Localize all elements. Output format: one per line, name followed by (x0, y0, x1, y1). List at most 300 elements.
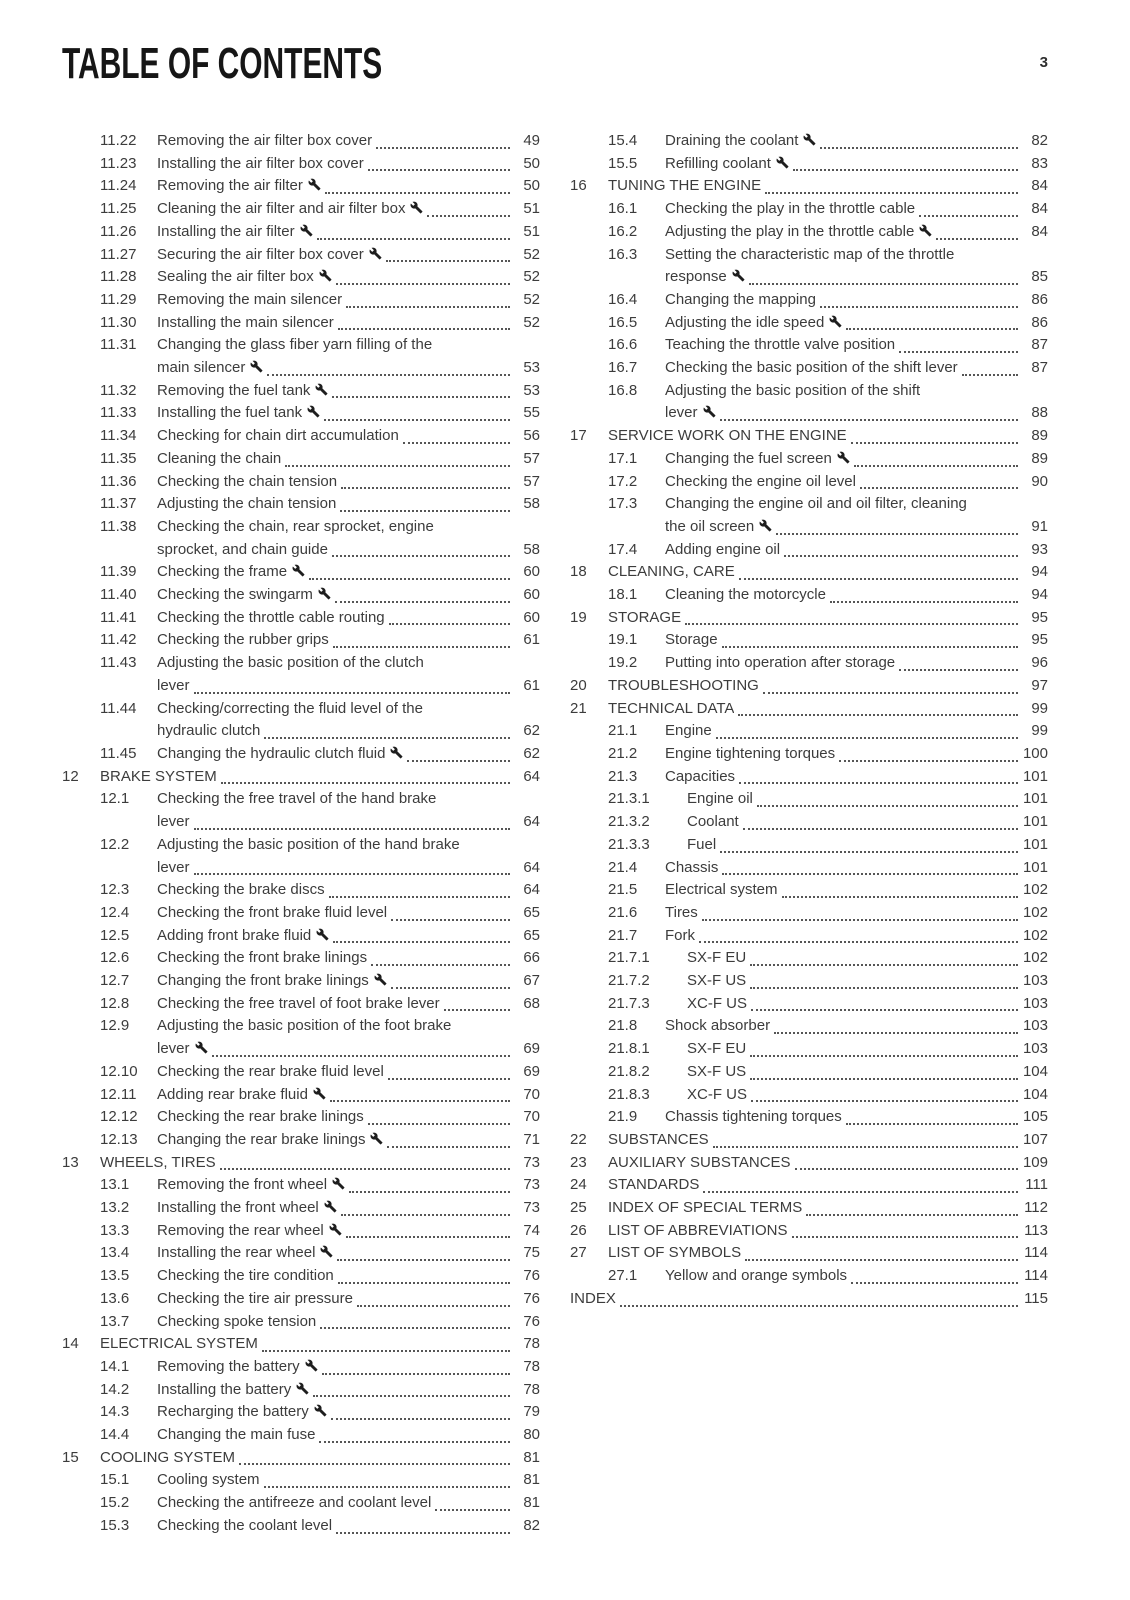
toc-entry-number: 12.12 (100, 1108, 138, 1126)
toc-entry (62, 834, 540, 857)
toc-entry (570, 380, 1048, 403)
toc-entry-label: COOLING SYSTEM (100, 1448, 236, 1466)
toc-entry-label: Refilling coolant (665, 153, 789, 176)
toc-entry-page: 104 (1022, 1085, 1048, 1103)
dot-leader (774, 1032, 1018, 1034)
toc-entry-label: Changing the glass fiber yarn filling of the (157, 336, 433, 354)
page-number: 3 (1039, 54, 1048, 71)
toc-entry-page: 64 (523, 813, 540, 831)
toc-entry (570, 539, 1048, 562)
dot-leader (846, 328, 1018, 330)
toc-entry-page: 88 (1031, 404, 1048, 422)
toc-entry-label: Fuel (687, 835, 717, 853)
toc-entry (570, 1106, 1048, 1129)
toc-entry-number: 14.3 (100, 1403, 130, 1421)
dot-leader (763, 692, 1018, 694)
toc-entry-number: 21.3.1 (608, 790, 650, 808)
toc-entry (570, 1265, 1048, 1288)
toc-entry (570, 1038, 1048, 1061)
toc-entry-number: 18 (570, 563, 587, 581)
toc-entry-label: Checking the antifreeze and coolant level (157, 1494, 432, 1512)
toc-entry (62, 1106, 540, 1129)
toc-entry-page: 86 (1031, 313, 1048, 331)
toc-entry-number: 21.6 (608, 903, 638, 921)
toc-entry (570, 788, 1048, 811)
toc-entry-page: 114 (1024, 1267, 1048, 1285)
toc-entry-number: 16.6 (608, 336, 638, 354)
wrench-icon (296, 1382, 309, 1395)
toc-entry-number: 11.28 (100, 268, 137, 286)
dot-leader (336, 1532, 510, 1534)
toc-entry-label: Electrical system (665, 881, 778, 899)
toc-entry (570, 221, 1048, 244)
dot-leader (899, 351, 1018, 353)
toc-entry-label: Adding front brake fluid (157, 925, 329, 948)
dot-leader (322, 1373, 510, 1375)
toc-entry (62, 471, 540, 494)
dot-leader (820, 306, 1018, 308)
toc-entry-page: 52 (523, 290, 540, 308)
toc-entry-page: 51 (523, 200, 540, 218)
dot-leader (368, 169, 510, 171)
toc-entry-label: Installing the air filter box cover (157, 154, 364, 172)
toc-entry (62, 629, 540, 652)
toc-entry-label: SUBSTANCES (608, 1130, 709, 1148)
toc-entry-page: 70 (523, 1085, 540, 1103)
toc-entry (570, 743, 1048, 766)
toc-entry-label: Removing the air filter box cover (157, 132, 373, 149)
toc-entry (62, 312, 540, 335)
toc-entry-page: 84 (1031, 177, 1048, 195)
toc-entry-number: 14.1 (100, 1357, 130, 1375)
toc-entry (570, 947, 1048, 970)
toc-entry-number: 11.41 (100, 608, 137, 626)
wrench-icon (829, 315, 842, 328)
toc-entry-page: 58 (523, 495, 540, 513)
toc-entry-label: Cleaning the air filter and air filter box (157, 198, 423, 221)
toc-entry-page: 66 (523, 949, 540, 967)
toc-entry (570, 675, 1048, 698)
toc-entry-number: 21 (570, 699, 587, 717)
toc-entry-page: 60 (523, 563, 540, 581)
toc-entry-number: 21.3.3 (608, 835, 650, 853)
toc-entry-number: 11.24 (100, 177, 137, 195)
wrench-icon (307, 405, 320, 418)
toc-entry-label: Adjusting the basic position of the clutch (157, 654, 424, 672)
toc-entry-page: 103 (1022, 972, 1048, 990)
toc-entry (62, 175, 540, 198)
toc-entry-number: 12.4 (100, 903, 130, 921)
dot-leader (851, 1282, 1018, 1284)
toc-entry-page: 84 (1031, 222, 1048, 240)
toc-entry-number: 11.36 (100, 472, 137, 490)
toc-entry-number: 13.2 (100, 1199, 130, 1217)
toc-entry (62, 130, 540, 153)
toc-entry-label: Capacities (665, 767, 736, 785)
dot-leader (851, 442, 1018, 444)
dot-leader (739, 782, 1018, 784)
dot-leader (319, 1441, 510, 1443)
dot-leader (212, 1055, 510, 1057)
toc-entry-page: 101 (1022, 858, 1048, 876)
dot-leader (751, 1009, 1018, 1011)
toc-entry-number: 12 (62, 767, 79, 785)
toc-entry-number: 18.1 (608, 586, 638, 604)
toc-entry (62, 493, 540, 516)
dot-leader (329, 896, 510, 898)
dot-leader (325, 192, 510, 194)
toc-entry-number: 11.33 (100, 404, 137, 422)
dot-leader (336, 283, 510, 285)
dot-leader (264, 737, 510, 739)
toc-entry-page: 53 (523, 359, 540, 377)
toc-entry-label: lever (157, 1038, 208, 1061)
toc-entry-page: 94 (1031, 586, 1048, 604)
toc-entry-number: 12.9 (100, 1017, 130, 1035)
toc-entry-continuation (62, 1038, 540, 1061)
toc-entry-number: 11.26 (100, 222, 137, 240)
dot-leader (745, 1259, 1018, 1261)
wrench-icon (316, 928, 329, 941)
toc-entry-number: 21.8.2 (608, 1062, 650, 1080)
toc-entry-number: 16 (570, 177, 587, 195)
toc-entry-number: 21.9 (608, 1108, 638, 1126)
wrench-icon (292, 564, 305, 577)
toc-entry-label: INDEX OF SPECIAL TERMS (608, 1199, 803, 1217)
toc-entry (570, 493, 1048, 516)
toc-entry (570, 130, 1048, 153)
wrench-icon (332, 1177, 345, 1190)
toc-entry-label: SERVICE WORK ON THE ENGINE (608, 427, 847, 445)
toc-entry (570, 289, 1048, 312)
toc-entry-page: 96 (1031, 654, 1048, 672)
toc-entry (62, 652, 540, 675)
toc-entry-label: Checking spoke tension (157, 1312, 317, 1330)
toc-entry (570, 471, 1048, 494)
toc-entry-page: 80 (523, 1426, 540, 1444)
toc-entry (570, 1174, 1048, 1197)
toc-entry-label: hydraulic clutch (157, 722, 261, 740)
toc-entry-number: 16.1 (608, 200, 638, 218)
toc-entry-label: Storage (665, 631, 718, 649)
toc-entry-number: 21.7.3 (608, 994, 650, 1012)
toc-entry (570, 584, 1048, 607)
dot-leader (262, 1350, 510, 1352)
toc-entry-page: 65 (523, 926, 540, 944)
toc-column-right (570, 130, 1048, 1538)
toc-entry (62, 561, 540, 584)
toc-entry-label: Checking the rear brake linings (157, 1108, 364, 1126)
toc-entry-label: TECHNICAL DATA (608, 699, 735, 717)
dot-leader (743, 828, 1018, 830)
dot-leader (346, 1236, 510, 1238)
toc-entry-number: 21.3.2 (608, 813, 650, 831)
dot-leader (435, 1509, 510, 1511)
toc-entry-label: Cooling system (157, 1471, 260, 1489)
dot-leader (703, 1191, 1018, 1193)
wrench-icon (315, 383, 328, 396)
toc-entry (570, 720, 1048, 743)
toc-entry (570, 834, 1048, 857)
toc-entry-number: 13.5 (100, 1267, 130, 1285)
toc-entry-number: 21.1 (608, 722, 638, 740)
toc-entry-label: Checking the rubber grips (157, 631, 329, 649)
toc-entry-page: 113 (1024, 1221, 1048, 1239)
toc-entry-label: Installing the main silencer (157, 313, 334, 331)
toc-entry-page: 74 (523, 1221, 540, 1239)
toc-entry-number: 21.2 (608, 744, 638, 762)
toc-entry-label: Removing the front wheel (157, 1174, 345, 1197)
toc-entry-number: 11.29 (100, 290, 137, 308)
dot-leader (391, 919, 510, 921)
toc-entry (570, 652, 1048, 675)
toc-entry-label: STORAGE (608, 608, 682, 626)
toc-entry-number: 16.7 (608, 359, 638, 377)
toc-entry-label: SX-F US (687, 1062, 747, 1080)
toc-entry-label: Engine tightening torques (665, 744, 836, 762)
dot-leader (899, 669, 1018, 671)
toc-entry-number: 14.4 (100, 1426, 130, 1444)
toc-entry-number: 17 (570, 427, 587, 445)
dot-leader (713, 1146, 1018, 1148)
page-header (62, 40, 1048, 104)
toc-entry-continuation (62, 539, 540, 562)
toc-entry-label: Cleaning the motorcycle (665, 586, 826, 604)
toc-entry (62, 1356, 540, 1379)
toc-entry-page: 86 (1031, 290, 1048, 308)
toc-entry (62, 902, 540, 925)
toc-entry-page: 115 (1024, 1289, 1048, 1307)
toc-entry (62, 1061, 540, 1084)
toc-entry (62, 153, 540, 176)
toc-entry (570, 153, 1048, 176)
toc-entry-number: 11.39 (100, 563, 137, 581)
toc-entry-number: 11.25 (100, 200, 137, 218)
toc-entry-label: Recharging the battery (157, 1401, 327, 1424)
toc-entry-label: Adding engine oil (665, 540, 781, 558)
toc-entry-number: 12.8 (100, 994, 130, 1012)
dot-leader (309, 578, 510, 580)
toc-entry-page: 114 (1024, 1244, 1048, 1262)
toc-entry-page: 100 (1022, 744, 1048, 762)
dot-leader (357, 1305, 510, 1307)
toc-entry-label: lever (157, 676, 190, 694)
toc-entry-page: 49 (523, 132, 540, 149)
toc-columns (62, 130, 1048, 1538)
toc-entry-page: 58 (523, 540, 540, 558)
toc-entry-number: 20 (570, 676, 587, 694)
dot-leader (720, 851, 1018, 853)
toc-entry-page: 52 (523, 245, 540, 263)
toc-entry-label: Securing the air filter box cover (157, 244, 382, 267)
toc-entry-label: Setting the characteristic map of the throttle (665, 245, 955, 263)
toc-entry (62, 1333, 540, 1356)
toc-entry-label: Removing the battery (157, 1356, 318, 1379)
wrench-icon (318, 587, 331, 600)
toc-entry (62, 698, 540, 721)
wrench-icon (390, 746, 403, 759)
dot-leader (389, 623, 510, 625)
toc-entry-page: 82 (523, 1516, 540, 1534)
toc-entry-page: 55 (523, 404, 540, 422)
dot-leader (765, 192, 1018, 194)
toc-entry (570, 879, 1048, 902)
dot-leader (194, 828, 510, 830)
toc-entry (570, 357, 1048, 380)
dot-leader (194, 692, 510, 694)
dot-leader (333, 941, 510, 943)
toc-entry (570, 312, 1048, 335)
toc-entry (570, 1242, 1048, 1265)
toc-entry-label: Adjusting the play in the throttle cable (665, 221, 932, 244)
toc-entry-label: Checking the brake discs (157, 881, 325, 899)
toc-entry (62, 334, 540, 357)
toc-entry-label: Yellow and orange symbols (665, 1267, 848, 1285)
toc-entry-number: 12.7 (100, 972, 130, 990)
toc-entry-number: 11.38 (100, 517, 137, 535)
toc-entry (570, 561, 1048, 584)
toc-entry-label: Checking the engine oil level (665, 472, 856, 490)
dot-leader (846, 1123, 1018, 1125)
toc-entry-number: 12.10 (100, 1062, 138, 1080)
toc-entry-page: 61 (523, 631, 540, 649)
toc-entry-label: Draining the coolant (665, 130, 816, 153)
toc-entry-number: 17.3 (608, 495, 638, 513)
toc-entry-page: 81 (523, 1494, 540, 1512)
toc-entry-continuation (62, 720, 540, 743)
toc-entry-label: ELECTRICAL SYSTEM (100, 1335, 258, 1353)
toc-entry-number: 19.2 (608, 654, 638, 672)
toc-entry-page: 79 (523, 1403, 540, 1421)
toc-entry-page: 102 (1022, 903, 1048, 921)
toc-entry-label: Coolant (687, 813, 739, 831)
toc-entry (62, 1469, 540, 1492)
toc-entry-page: 107 (1022, 1130, 1048, 1148)
toc-entry-page: 75 (523, 1244, 540, 1262)
dot-leader (776, 533, 1018, 535)
toc-entry-number: 11.23 (100, 154, 137, 172)
toc-entry-label: Checking the swingarm (157, 584, 331, 607)
toc-entry-page: 64 (523, 767, 540, 785)
toc-entry (570, 629, 1048, 652)
page-title: TABLE OF CONTENTS (62, 39, 383, 88)
dot-leader (702, 919, 1018, 921)
toc-entry-label: sprocket, and chain guide (157, 540, 328, 558)
toc-entry-label: Installing the battery (157, 1379, 309, 1402)
toc-entry-number: 12.2 (100, 835, 130, 853)
toc-entry (570, 811, 1048, 834)
dot-leader (793, 169, 1018, 171)
toc-entry-page: 73 (523, 1153, 540, 1171)
toc-entry (62, 1174, 540, 1197)
toc-entry-number: 16.5 (608, 313, 638, 331)
toc-entry-label: main silencer (157, 357, 263, 380)
wrench-icon (370, 1132, 383, 1145)
dot-leader (338, 1282, 510, 1284)
toc-entry-number: 11.43 (100, 654, 137, 672)
toc-entry-page: 65 (523, 903, 540, 921)
dot-leader (335, 601, 510, 603)
toc-column-left (62, 130, 540, 1538)
wrench-icon (314, 1404, 327, 1417)
toc-entry-page: 82 (1031, 132, 1048, 149)
toc-entry-number: 12.13 (100, 1130, 138, 1148)
dot-leader (264, 1486, 510, 1488)
toc-entry (62, 788, 540, 811)
toc-entry (62, 198, 540, 221)
toc-entry-page: 52 (523, 313, 540, 331)
toc-entry (62, 947, 540, 970)
dot-leader (795, 1168, 1018, 1170)
toc-entry-label: Adjusting the chain tension (157, 495, 337, 513)
toc-entry-number: 17.1 (608, 449, 638, 467)
toc-entry (62, 1492, 540, 1515)
toc-entry-label: Chassis tightening torques (665, 1108, 842, 1126)
toc-entry (570, 1197, 1048, 1220)
toc-entry-label: INDEX (570, 1289, 616, 1307)
dot-leader (386, 260, 510, 262)
toc-entry (62, 925, 540, 948)
toc-entry-label: Changing the main fuse (157, 1426, 316, 1444)
toc-entry-page: 51 (523, 222, 540, 240)
toc-entry-page: 105 (1022, 1108, 1048, 1126)
dot-leader (330, 1100, 510, 1102)
dot-leader (341, 487, 510, 489)
toc-entry (570, 1152, 1048, 1175)
toc-entry-label: Changing the front brake linings (157, 970, 387, 993)
wrench-icon (320, 1245, 333, 1258)
toc-entry-number: 11.22 (100, 132, 137, 149)
dot-leader (407, 760, 510, 762)
toc-entry-page: 95 (1031, 608, 1048, 626)
toc-entry-continuation (62, 857, 540, 880)
dot-leader (620, 1305, 1018, 1307)
dot-leader (313, 1395, 510, 1397)
toc-entry-page: 102 (1022, 949, 1048, 967)
toc-entry-number: 11.42 (100, 631, 137, 649)
toc-entry-number: 21.8 (608, 1017, 638, 1035)
dot-leader (919, 215, 1018, 217)
dot-leader (722, 646, 1018, 648)
toc-entry-label: Cleaning the chain (157, 449, 282, 467)
toc-entry (570, 448, 1048, 471)
toc-entry-continuation (570, 402, 1048, 425)
toc-entry-number: 13.4 (100, 1244, 130, 1262)
toc-entry-number: 19.1 (608, 631, 638, 649)
toc-entry-label: Checking the free travel of foot brake lever (157, 994, 440, 1012)
dot-leader (722, 873, 1018, 875)
toc-entry-page: 99 (1031, 699, 1048, 717)
wrench-icon (374, 973, 387, 986)
toc-entry-page: 76 (523, 1267, 540, 1285)
toc-entry (62, 743, 540, 766)
toc-entry-label: Removing the rear wheel (157, 1220, 342, 1243)
toc-entry-label: Changing the hydraulic clutch fluid (157, 743, 403, 766)
toc-entry-continuation (570, 266, 1048, 289)
dot-leader (387, 1146, 510, 1148)
toc-entry-label: SX-F EU (687, 949, 747, 967)
toc-entry-continuation (62, 811, 540, 834)
toc-entry-label: TUNING THE ENGINE (608, 177, 762, 195)
toc-entry (62, 766, 540, 789)
toc-entry-label: Adjusting the basic position of the shift (665, 381, 921, 399)
toc-entry-label: Checking the coolant level (157, 1516, 333, 1534)
toc-entry-page: 64 (523, 881, 540, 899)
toc-entry-page: 101 (1022, 813, 1048, 831)
toc-entry (62, 221, 540, 244)
toc-entry (62, 1401, 540, 1424)
dot-leader (854, 465, 1018, 467)
